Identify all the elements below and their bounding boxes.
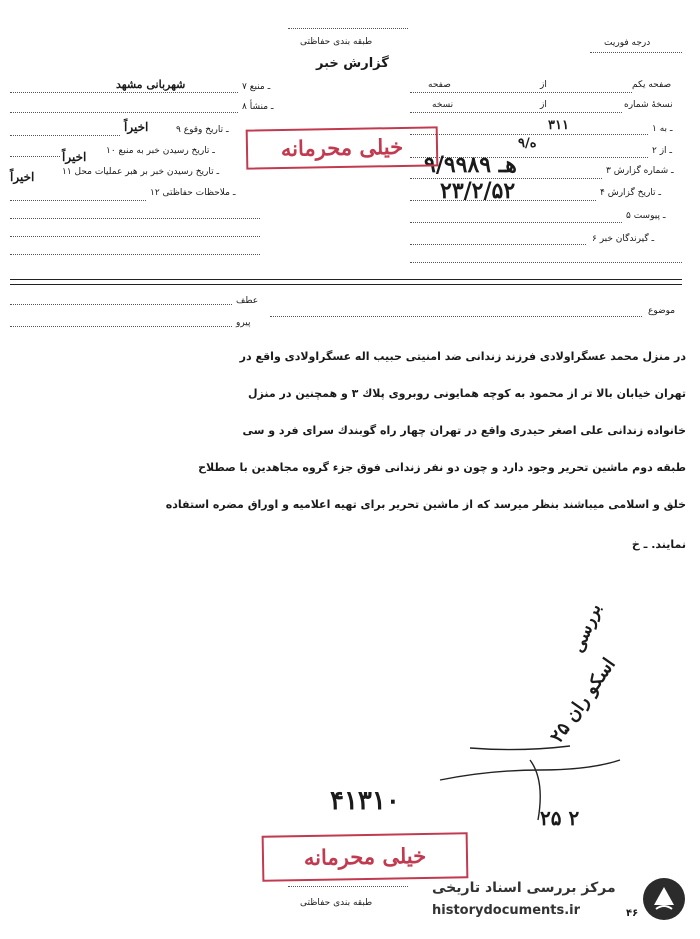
copy-label: نسخهٔ شماره	[624, 100, 673, 110]
to-label: ۱ ـ به	[652, 124, 673, 134]
page-label: صفحه يكم	[632, 80, 672, 90]
origin-label: ۸ ـ منشأ	[242, 102, 274, 112]
atf-label: عطف	[236, 296, 259, 306]
source-receipt-date-dots	[10, 156, 60, 157]
pages-label: صفحه	[428, 80, 451, 90]
bottom-confidential-stamp: خيلى محرمانه	[262, 832, 469, 882]
origin-dots	[10, 112, 238, 113]
page-row-dots	[410, 92, 632, 93]
report-date-label: ۴ ـ تاريخ گزارش	[600, 188, 662, 198]
handwritten-sig-number: ۲۵ ۲	[540, 806, 580, 830]
body-line-5: خلق و اسلامى ميباشند بنظر ميرسد كه از ماشين تحرير براى تهيه اعلاميه و اوراق مضره استفاده	[165, 498, 686, 511]
footer-dots	[288, 886, 408, 887]
header-divider-2	[10, 284, 682, 285]
occurrence-date-dots	[10, 135, 120, 136]
security-notes-label: ۱۲ ـ ملاحظات حفاظتى	[150, 188, 236, 198]
source-label: ۷ ـ منبع	[242, 82, 271, 92]
security-notes-dots	[10, 200, 146, 201]
report-number-value: ۹/۹۹۸۹ هـ	[424, 152, 517, 178]
handwritten-bottom-number: ۴۱۳۱۰	[330, 786, 400, 816]
to-dots	[410, 134, 648, 135]
body-line-2: تهران خيابان بالا تر از محمود به كوچه همايونى روبروى پلاك ۳ و همچنين در منزل	[248, 387, 686, 400]
body-line-6: نمايند. ـ خ	[631, 538, 686, 551]
handwritten-note-2: ۲۵ اسکو ران	[546, 654, 620, 747]
page-title: گزارش خبر	[316, 56, 389, 71]
subject-label: موضوع	[648, 306, 676, 316]
notes-dots-3	[10, 236, 260, 237]
urgency-label: درجه فوريت	[604, 38, 651, 48]
source-receipt-date-label: ۱۰ ـ تاريخ رسيدن خبر به منبع	[106, 146, 215, 156]
urgency-dots	[590, 52, 682, 53]
occurrence-date-label: ۹ ـ تاريخ وقوع	[176, 125, 229, 135]
notes-dots-2	[10, 218, 260, 219]
copy-row-dots	[410, 112, 622, 113]
archive-logo-icon	[640, 875, 688, 923]
from-label: ۲ ـ از	[652, 146, 673, 156]
occurrence-date-value: اخيراً	[124, 120, 149, 134]
body-line-3: خانواده زندانى على اصغر حيدرى واقع در تهران چهار راه گوبندك سراى فرد و سى	[242, 424, 686, 437]
archive-logo-title: مرکز بررسی اسناد تاریخی	[432, 880, 616, 896]
footer-classification-label: طبقه بندى حفاظتى	[300, 898, 373, 908]
copy-from-label: از	[540, 100, 547, 110]
from-value: ۹/ه	[518, 136, 537, 151]
signature-stroke-1	[440, 760, 620, 780]
subject-dots	[270, 316, 642, 317]
report-date-value: ۲۳/۲/۵۲	[440, 178, 516, 204]
archive-logo-url: historydocuments.ir	[432, 903, 581, 918]
atf-dots	[10, 304, 232, 305]
classification-label: طبقه بندى حفاظتى	[300, 37, 373, 47]
ops-receipt-date-value: اخيراً	[10, 170, 35, 184]
source-receipt-date-value: اخيراً	[62, 150, 87, 164]
report-number-label: ۳ ـ شماره گزارش	[606, 166, 674, 176]
signature-stroke-3	[470, 746, 570, 750]
ops-receipt-date-label: ۱۱ ـ تاريخ رسيدن خبر بر هبر عمليات محل	[62, 167, 220, 177]
body-line-4: طبقه دوم ماشين تحرير وجود دارد و چون دو نفر زندانى فوق جزء گروه مجاهدين با صطلاح	[198, 461, 686, 474]
body-line-1: در منزل محمد عسگراولادى فرزند زندانى ضد امنيتى حبيب اله عسگراولادى واقع در	[239, 350, 686, 363]
copies-label: نسخه	[432, 100, 454, 110]
header-divider	[10, 279, 682, 280]
peyro-dots	[10, 326, 232, 327]
page-number: ۴۶	[626, 908, 639, 919]
notes-dots-4	[10, 254, 260, 255]
report-date-dots	[410, 200, 596, 201]
source-dots	[10, 92, 238, 93]
handwritten-note-1: بررسی	[568, 600, 606, 656]
top-confidential-stamp: خيلى محرمانه	[246, 126, 439, 169]
attachment-dots	[410, 222, 622, 223]
classification-dots	[288, 28, 408, 29]
recipients-dots	[410, 244, 586, 245]
source-value: شهربانى مشهد	[116, 78, 186, 91]
attachment-label: ۵ ـ پيوست	[626, 211, 666, 221]
recipients-label: ۶ ـ گيرندگان خبر	[592, 234, 655, 244]
peyro-label: پيرو	[236, 318, 251, 328]
page-from-label: از	[540, 80, 547, 90]
signature-stroke-2	[530, 760, 540, 820]
recipients-dots-2	[410, 262, 682, 263]
to-value: ۳۱۱	[548, 118, 569, 133]
